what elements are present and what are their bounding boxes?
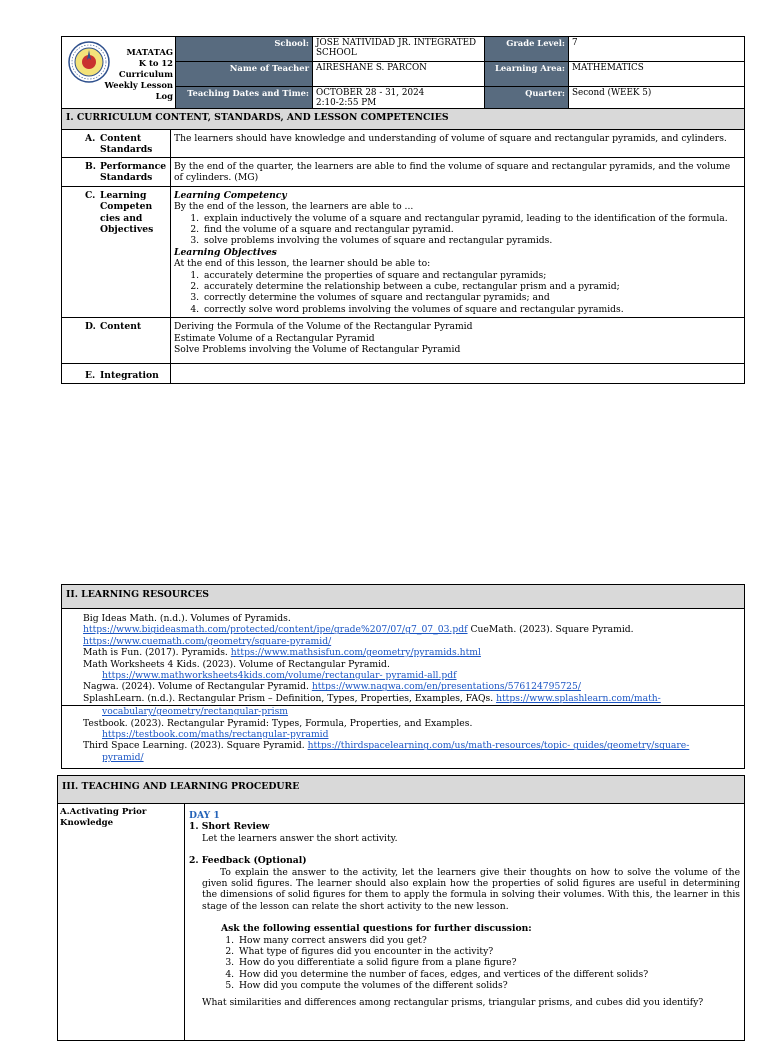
list-item: 5. How did you compute the volumes of the different solids? [237, 980, 740, 991]
resources-table [61, 584, 745, 769]
teacher-value: AIRESHANE S. PARCON [313, 62, 485, 87]
content-cell: Deriving the Formula of the Volume of the Rectangular Pyramid Estimate Volume of a Rectangular Pyramid Solve Problems involving the Volume of Rectangular Pyramid [171, 318, 745, 364]
dates-value: OCTOBER 28 - 31, 2024 2:10-2:55 PM [313, 87, 485, 121]
step1-title: 1. Short Review [189, 821, 270, 833]
thirdspace-link-cont[interactable]: pyramid/ [102, 751, 144, 763]
grade-value: 7 [569, 37, 745, 62]
competencies-label: C. Learning Competen cies and Objectives [62, 186, 171, 317]
list-item: 2. accurately determine the relationship between a cube, rectangular prism and a pyramid; [202, 281, 741, 292]
objectives-list [174, 270, 741, 316]
thirdspace-link[interactable]: https://thirdspacelearning.com/us/math-resources/topic- guides/geometry/square- [307, 740, 690, 752]
area-label: Learning Area: [485, 62, 569, 87]
list-item: 3. How do you differentiate a solid figure from a plane figure? [237, 957, 740, 968]
day-label: DAY 1 [189, 810, 220, 821]
school-value: JOSE NATIVIDAD JR. INTEGRATED SCHOOL [313, 37, 485, 62]
competency-intro: By the end of the lesson, the learners are able to ... [174, 201, 414, 213]
mathworksheets-link[interactable]: https://www.mathworksheets4kids.com/volume/rectangular- pyramid-all.pdf [102, 670, 457, 682]
school-label: School: [176, 37, 313, 62]
competency-heading: Learning Competency [174, 189, 287, 201]
resources-cell-2: vocabulary/geometry/rectangular-prism Testbook. (2023). Rectangular Pyramid: Types, Formula, Properties, and Examples. https://testbook.com/maths/rectangular-pyramid Third Space Learning. (2023). Square Pyramid. https://thirdspacelearning.com/us/math-resources/topic- guides/geometry/square- pyramid/ [62, 706, 745, 769]
competencies-cell [171, 186, 745, 317]
area-value: MATHEMATICS [569, 62, 745, 87]
list-item: 2. What type of figures did you encounter in the activity? [237, 946, 740, 957]
integration-cell [171, 364, 745, 384]
list-item: 1. accurately determine the properties of square and rectangular pyramids; [202, 270, 741, 281]
performance-standards-text: By the end of the quarter, the learners are able to find the volume of square and rectangular pyramids, and the volume of cylinders. (MG) [171, 158, 745, 187]
activating-cell [185, 804, 745, 1041]
nagwa-link[interactable]: https://www.nagwa.com/en/presentations/576124795725/ [311, 681, 581, 693]
objectives-intro: At the end of this lesson, the learner should be able to: [174, 258, 431, 270]
splashlearn-link-cont[interactable]: vocabulary/geometry/rectangular-prism [102, 706, 289, 718]
testbook-link[interactable]: https://testbook.com/maths/rectangular-pyramid [102, 729, 329, 741]
competency-list [174, 213, 741, 247]
step2-text: To explain the answer to the activity, let the learners give their thoughts on how to solve the volume of the given solid figures. The learner should also explain how the properties of solid figures are useful in determining the dimensions of solid figures for them to apply the formula in solving their volumes. With this, the learner in this stage of the lesson can relate the short activity to the new lesson. [202, 866, 741, 912]
logo-text: MATATAG K to 12 Curriculum Weekly Lesson Log [104, 47, 173, 101]
quarter-label: Quarter: [485, 87, 569, 121]
quarter-value: Second (WEEK 5) [569, 87, 745, 121]
list-item: 3. correctly determine the volumes of square and rectangular pyramids; and [202, 292, 741, 303]
list-item: 1. How many correct answers did you get? [237, 935, 740, 946]
procedure-table [57, 775, 745, 1041]
curriculum-table [61, 108, 745, 384]
bigideas-link[interactable]: https://www.bigideasmath.com/protected/content/ipe/grade%207/07/g7_07_03.pdf [83, 624, 468, 636]
content-standards-label: A. Content Standards [62, 130, 171, 158]
content-label: D. Content [62, 318, 171, 364]
mathsisfun-link[interactable]: https://www.mathsisfun.com/geometry/pyramids.html [230, 647, 481, 659]
step2-title: 2. Feedback (Optional) [189, 855, 307, 867]
list-item: 3. solve problems involving the volumes of square and rectangular pyramids. [202, 235, 741, 246]
dates-label: Teaching Dates and Time: [176, 87, 313, 121]
grade-label: Grade Level: [485, 37, 569, 62]
performance-standards-label: B. Performance Standards [62, 158, 171, 187]
questions-heading: Ask the following essential questions for further discussion: [221, 923, 532, 935]
section2-title: II. LEARNING RESOURCES [62, 585, 745, 609]
questions-list [189, 935, 740, 992]
teacher-label: Name of Teacher [176, 62, 313, 87]
list-item: 4. How did you determine the number of faces, edges, and vertices of the different solids? [237, 969, 740, 980]
activating-label: A.Activating Prior Knowledge [58, 804, 185, 1041]
list-item: 1. explain inductively the volume of a square and rectangular pyramid, leading to the identification of the formula. [202, 213, 741, 224]
step1-text: Let the learners answer the short activity. [202, 832, 398, 844]
list-item: 2. find the volume of a square and rectangular pyramid. [202, 224, 741, 235]
objectives-heading: Learning Objectives [174, 246, 277, 258]
integration-label: E. Integration [62, 364, 171, 384]
splashlearn-link[interactable]: https://www.splashlearn.com/math- [496, 692, 661, 704]
section1-title: I. CURRICULUM CONTENT, STANDARDS, AND LESSON COMPETENCIES [62, 109, 745, 130]
list-item: 4. correctly solve word problems involving the volumes of square and rectangular pyramids. [202, 304, 741, 315]
section3-title: III. TEACHING AND LEARNING PROCEDURE [58, 776, 745, 804]
resources-cell-1: Big Ideas Math. (n.d.). Volumes of Pyramids. https://www.bigideasmath.com/protected/content/ipe/grade%207/07/g7_07_03.pdf CueMath. (2023). Square Pyramid. https://www.cuemath.com/geometry/square-pyramid/ Math is Fun. (2017). Pyramids. https://www.mathsisfun.com/geometry/pyramids.html Math Worksheets 4 Kids. (2023). Volume of Rectangular Pyramid. https://www.mathworksheets4kids.com/volume/rectangular- pyramid-all.pdf Nagwa. (2024). Volume of Rectangular Pyramid. https://www.nagwa.com/en/presentations/576124795725/ SplashLearn. (n.d.). Rectangular Prism – Definition, Types, Properties, Examples, FAQs. https://www.splashlearn.com/math- [62, 609, 745, 706]
content-standards-text: The learners should have knowledge and understanding of volume of square and rectangular pyramids, and cylinders. [171, 130, 745, 158]
closing-text: What similarities and differences among rectangular prisms, triangular prisms, and cubes did you identify? [202, 996, 704, 1008]
cuemath-link[interactable]: https://www.cuemath.com/geometry/square-pyramid/ [83, 635, 332, 647]
